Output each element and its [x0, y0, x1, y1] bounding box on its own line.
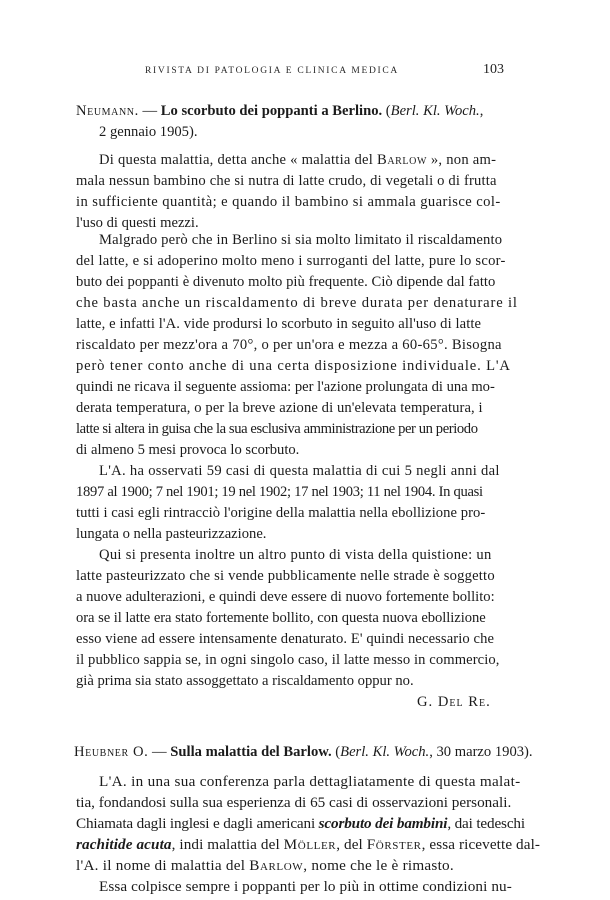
review2-line: Essa colpisce sempre i poppanti per lo più in ottime condizioni nu- — [99, 878, 512, 895]
review1-citation-open: ( — [382, 103, 391, 119]
review2-text: , dai tedeschi — [447, 815, 525, 832]
review2-citation-rest: , 30 marzo 1903). — [429, 744, 533, 760]
review1-citation-date: 2 gennaio 1905). — [99, 124, 198, 140]
review1-p4-line: a nuove adulterazioni, e quindi deve essere di nuovo fortemente bollito: — [76, 589, 495, 605]
review1-p1-line2: mala nessun bambino che si nutra di latte crudo, di vegetali o di frutta — [76, 173, 497, 189]
review1-p4-line: ora se il latte era stato fortemente bollito, con questa nuova ebollizione — [76, 610, 486, 626]
review2-line-italic-phrase — [76, 816, 525, 832]
review1-p4-line: esso viene ad essere intensamente denaturato. E' quindi necessario che — [76, 631, 495, 647]
review2-heading — [74, 744, 533, 760]
review1-title: Lo scorbuto dei poppanti a Berlino. — [160, 103, 383, 119]
review1-p2-line: che basta anche un riscaldamento di breve durata per denaturare il — [76, 295, 518, 311]
review1-citation-rest: , — [479, 103, 484, 119]
review2-dash: — — [148, 744, 171, 760]
review1-p4-line: latte pasteurizzato che si vende pubblicamente nelle strade è soggetto — [76, 568, 495, 584]
review1-p1-text: Di questa malattia, detta anche « malattia del — [99, 152, 377, 168]
review1-journal: Berl. Kl. Woch. — [390, 103, 480, 119]
review2-text: , del — [336, 836, 367, 853]
review2-text: , indi malattia del — [171, 836, 284, 853]
review1-dash: — — [138, 103, 161, 119]
review2-journal: Berl. Kl. Woch. — [340, 744, 430, 760]
review2-text: , essa ricevette dal- — [421, 836, 541, 853]
review1-p2-line: latte si altera in guisa che la sua esclusiva amministrazione per un periodo — [76, 421, 478, 437]
review1-p1-line4: l'uso di questi mezzi. — [76, 215, 199, 231]
review2-text: l'A. il nome di malattia del — [76, 857, 250, 874]
review1-p2-line: del latte, e si adoperino molto meno i surroganti del latte, pure lo scor- — [76, 253, 506, 269]
review1-p2-line: latte, e infatti l'A. vide prodursi lo scorbuto in seguito all'uso di latte — [76, 316, 482, 332]
page-number: 103 — [483, 62, 504, 77]
review1-author: Neumann. — [76, 103, 139, 119]
review1-p2-line: quindi ne ricava il seguente assioma: per l'azione prolungata di una mo- — [76, 379, 495, 395]
moller-name: Möller — [283, 836, 337, 853]
review1-signature: G. Del Re. — [417, 694, 491, 710]
review2-line: L'A. in una sua conferenza parla dettagliatamente di questa malat- — [99, 773, 521, 790]
review2-citation-open: ( — [331, 744, 341, 760]
review1-p4-line: già prima sia stato assoggettato a riscaldamento oppur no. — [76, 673, 414, 689]
review1-p1-text-end: », non am- — [426, 152, 497, 168]
review2-title: Sulla malattia del Barlow. — [170, 744, 332, 760]
review1-p1-line3: in sufficiente quantità; e quando il bambino si ammala guarisce col- — [76, 194, 501, 210]
review1-p4-line: Qui si presenta inoltre un altro punto di vista della quistione: un — [99, 547, 492, 563]
barlow-name: Barlow — [376, 152, 427, 168]
review1-p4-line: il pubblico sappia se, in ogni singolo caso, il latte messo in commercio, — [76, 652, 500, 668]
review1-p2-line: derata temperatura, o per la breve azione di un'elevata temperatura, i — [76, 400, 483, 416]
review2-author: Heubner O. — [74, 744, 149, 760]
review1-p2-line: buto dei poppanti è divenuto molto più frequente. Ciò dipende dal fatto — [76, 274, 496, 290]
review1-heading — [76, 103, 483, 119]
review1-p3-line: 1897 al 1900; 7 nel 1901; 19 nel 1902; 17 nel 1903; 11 nel 1904. In quasi — [76, 484, 483, 500]
review2-text: Chiamata dagli inglesi e dagli americani — [76, 815, 319, 832]
review1-p3-line: tutti i casi egli rintracciò l'origine della malattia nella ebollizione pro- — [76, 505, 486, 521]
review1-p2-line: però tener conto anche di una certa disposizione individuale. L'A — [76, 358, 511, 374]
term-scorbuto-dei-bambini: scorbuto dei bambini — [318, 815, 448, 832]
barlow-name: Barlow — [249, 857, 304, 874]
review1-p3-line: lungata o nella pasteurizzazione. — [76, 526, 267, 542]
review2-line-names — [76, 837, 540, 853]
forster-name: Förster — [366, 836, 422, 853]
review2-line-barlow — [76, 858, 454, 874]
review1-p2-line: riscaldato per mezz'ora a 70°, o per un'ora e mezza a 60-65°. Bisogna — [76, 337, 502, 353]
term-rachitide-acuta: rachitide acuta — [76, 836, 172, 853]
running-title: RIVISTA DI PATOLOGIA E CLINICA MEDICA — [145, 66, 399, 76]
review1-p1-line1 — [99, 152, 496, 168]
review1-p2-line: Malgrado però che in Berlino si sia molto limitato il riscaldamento — [99, 232, 503, 248]
review1-p3-line: L'A. ha osservati 59 casi di questa malattia di cui 5 negli anni dal — [99, 463, 500, 479]
review2-text: , nome che le è rimasto. — [303, 857, 454, 874]
review1-p2-line: di almeno 5 mesi provoca lo scorbuto. — [76, 442, 300, 458]
review2-line: tia, fondandosi sulla sua esperienza di 65 casi di osservazioni personali. — [76, 794, 512, 811]
